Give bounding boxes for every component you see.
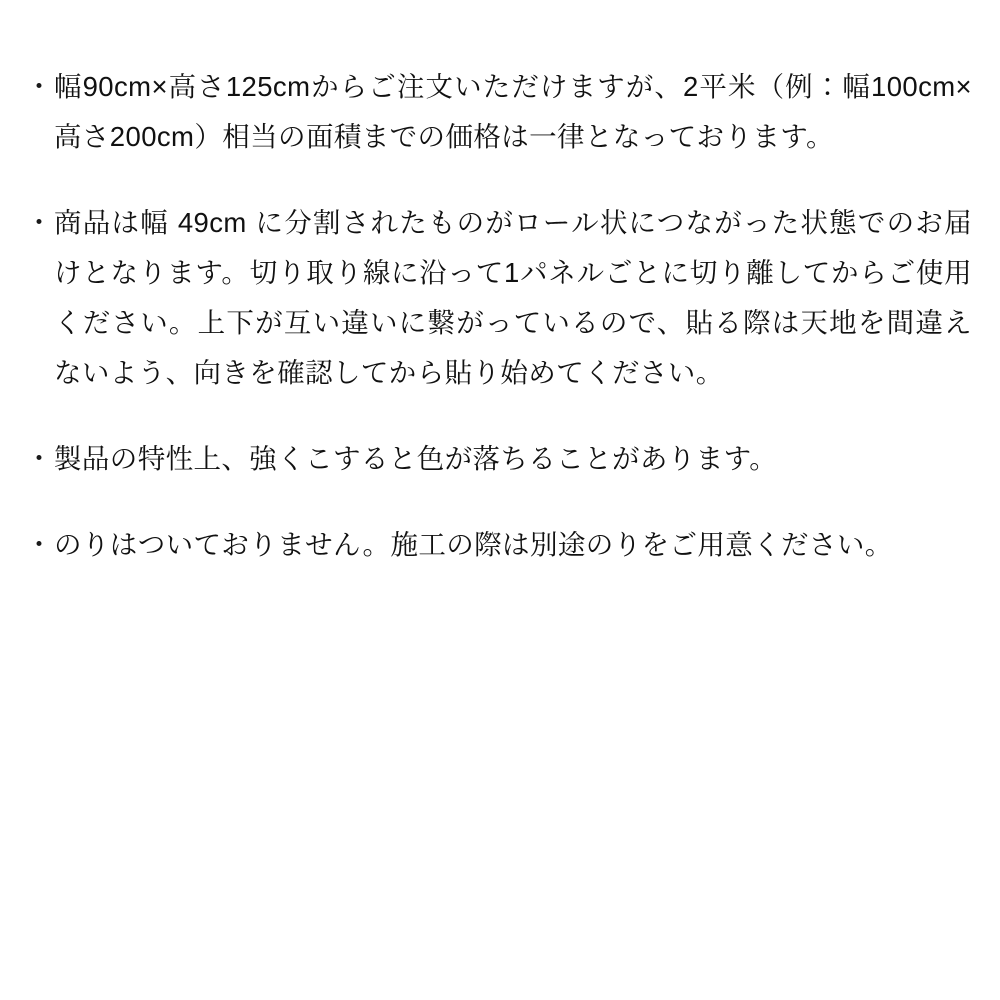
note-text-no-glue: のりはついておりません。施工の際は別途のりをご用意ください。 xyxy=(54,529,893,560)
list-item xyxy=(24,62,972,162)
bullet-icon: ・ xyxy=(25,72,53,102)
bullet-icon: ・ xyxy=(25,208,53,238)
list-item xyxy=(24,520,972,570)
note-text-order-size: 幅90cm×高さ125cmからご注文いただけますが、2平米（例：幅100cm×高さ200cm）相当の面積までの価格は一律となっております。 xyxy=(54,71,972,152)
list-item xyxy=(24,434,972,484)
note-text-color-rub-off: 製品の特性上、強くこすると色が落ちることがあります。 xyxy=(54,443,778,474)
bullet-icon: ・ xyxy=(25,530,53,560)
note-text-roll-delivery: 商品は幅 49cm に分割されたものがロール状につながった状態でのお届けとなります。切り取り線に沿って1パネルごとに切り離してからご使用ください。上下が互い違いに繋がっているので、貼る際は天地を間違えないよう、向きを確認してから貼り始めてください。 xyxy=(54,207,972,388)
list-item xyxy=(24,198,972,398)
product-notes-list xyxy=(24,62,972,570)
bullet-icon: ・ xyxy=(25,444,53,474)
